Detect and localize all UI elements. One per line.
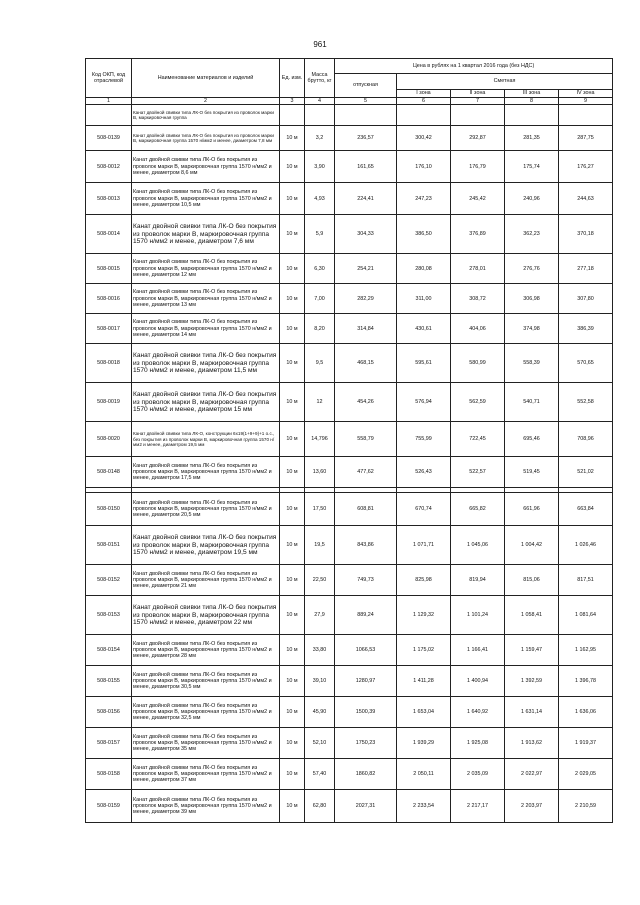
cell-name: Канат двойной свивки типа ЛК-О без покрытия из проволок марки В, маркировочная группа 1570 н/мм2 и менее, диаметром 21 мм: [132, 565, 280, 596]
table-row: [86, 126, 613, 151]
cell-code: 508-0153: [86, 596, 132, 635]
cell-z3: 519,45: [505, 457, 559, 488]
cell-mass: 8,20: [305, 314, 335, 344]
cell-mass: 62,80: [305, 790, 335, 823]
cell-z3: 1 913,62: [505, 728, 559, 759]
cell-z3: 540,71: [505, 383, 559, 422]
table-row: [86, 635, 613, 666]
cell-release: 608,81: [335, 493, 397, 526]
cell-release: 1860,82: [335, 759, 397, 790]
cell-z1: 386,50: [397, 215, 451, 254]
cell-z3: 1 631,14: [505, 697, 559, 728]
cell-code: 508-0017: [86, 314, 132, 344]
cell-z4: 708,96: [559, 422, 613, 457]
cell-code: 508-0158: [86, 759, 132, 790]
cell-mass: 13,60: [305, 457, 335, 488]
header-name: Наименование материалов и изделий: [132, 59, 280, 98]
cell-unit: 10 м: [280, 254, 305, 284]
cell-z2: 1 925,08: [451, 728, 505, 759]
cell-z1: 595,61: [397, 344, 451, 383]
cell-name: Канат двойной свивки типа ЛК-О без покрытия из проволок марки В, маркировочная группа 1570 н/мм2 и менее, диаметром 32,5 мм: [132, 697, 280, 728]
cell-release: 558,79: [335, 422, 397, 457]
cell-z1: 1 071,71: [397, 526, 451, 565]
group-title: Канат двойной свивки типа ЛК-О без покрытия из проволок марки В, маркировочная группа: [132, 105, 280, 126]
cell-mass: 3,2: [305, 126, 335, 151]
table-row: [86, 151, 613, 183]
cell-z1: 2 050,11: [397, 759, 451, 790]
cell-release: 2027,31: [335, 790, 397, 823]
cell-z2: 1 640,92: [451, 697, 505, 728]
cell-mass: 9,5: [305, 344, 335, 383]
column-numbers-row: [86, 98, 613, 105]
cell-z4: 552,58: [559, 383, 613, 422]
cell-unit: 10 м: [280, 596, 305, 635]
cell-code: 508-0159: [86, 790, 132, 823]
cell-unit: 10 м: [280, 314, 305, 344]
table-row: [86, 183, 613, 215]
cell-z3: 558,39: [505, 344, 559, 383]
cell-code: 508-0139: [86, 126, 132, 151]
cell-z4: 2 029,05: [559, 759, 613, 790]
cell-release: 254,21: [335, 254, 397, 284]
cell-mass: 14,796: [305, 422, 335, 457]
cell-z2: 1 166,41: [451, 635, 505, 666]
cell-z2: 1 045,06: [451, 526, 505, 565]
cell-release: 1280,97: [335, 666, 397, 697]
cell-release: 236,57: [335, 126, 397, 151]
cell-unit: 10 м: [280, 565, 305, 596]
cell-z2: 308,72: [451, 284, 505, 314]
cell-mass: 52,10: [305, 728, 335, 759]
cell-name: Канат двойной свивки типа ЛК-О без покрытия из проволок марки В, маркировочная группа 1570 н/мм2 и менее, диаметром 22 мм: [132, 596, 280, 635]
cell-z1: 755,99: [397, 422, 451, 457]
col-number: 9: [559, 98, 613, 105]
col-number: 5: [335, 98, 397, 105]
cell-name: Канат двойной свивки типа ЛК-О, конструкции 6х19(1+9+9)+1 о.с., без покрытия из проволок марки В, маркировочная группа 1570 н/мм2 и менее, диаметром 19,5 мм: [132, 422, 280, 457]
cell-mass: 7,00: [305, 284, 335, 314]
cell-z2: 292,87: [451, 126, 505, 151]
cell-unit: 10 м: [280, 457, 305, 488]
cell-unit: 10 м: [280, 344, 305, 383]
cell-z1: 576,94: [397, 383, 451, 422]
cell-z4: 370,18: [559, 215, 613, 254]
cell-unit: 10 м: [280, 759, 305, 790]
cell-z2: 522,57: [451, 457, 505, 488]
cell-z1: 430,61: [397, 314, 451, 344]
cell-unit: 10 м: [280, 728, 305, 759]
cell-name: Канат двойной свивки типа ЛК-О без покрытия из проволок марки В, маркировочная группа 1570 н/мм2 и менее, диаметром 35 мм: [132, 728, 280, 759]
table-row: [86, 596, 613, 635]
cell-mass: 39,10: [305, 666, 335, 697]
cell-mass: 17,50: [305, 493, 335, 526]
cell-z4: 277,18: [559, 254, 613, 284]
cell-name: Канат двойной свивки типа ЛК-О без покрытия из проволок марки В, маркировочная группа 1570 н/мм2 и менее, диаметром 39 мм: [132, 790, 280, 823]
cell-z2: 722,45: [451, 422, 505, 457]
cell-z4: 287,75: [559, 126, 613, 151]
cell-z2: 665,82: [451, 493, 505, 526]
cell-z4: 2 210,59: [559, 790, 613, 823]
cell-z3: 2 203,97: [505, 790, 559, 823]
cell-unit: 10 м: [280, 126, 305, 151]
cell-code: 508-0014: [86, 215, 132, 254]
cell-z3: 661,96: [505, 493, 559, 526]
cell-name: Канат двойной свивки типа ЛК-О без покрытия из проволок марки В, маркировочная группа 1570 н/мм2 и менее, диаметром 14 мм: [132, 314, 280, 344]
cell-z3: 1 392,59: [505, 666, 559, 697]
cell-z2: 2 217,17: [451, 790, 505, 823]
cell-z3: 815,06: [505, 565, 559, 596]
cell-unit: 10 м: [280, 697, 305, 728]
table-row: [86, 526, 613, 565]
cell-mass: 5,9: [305, 215, 335, 254]
cell-release: 468,15: [335, 344, 397, 383]
cell-unit: 10 м: [280, 284, 305, 314]
cell-name: Канат двойной свивки типа ЛК-О без покрытия из проволок марки В, маркировочная группа 1570 н/мм2 и менее, диаметром 19,5 мм: [132, 526, 280, 565]
cell-code: 508-0015: [86, 254, 132, 284]
cell-name: Канат двойной свивки типа ЛК-О без покрытия из проволок марки В, маркировочная группа 1570 н/мм2 и менее, диаметром 37 мм: [132, 759, 280, 790]
cell-z3: 1 058,41: [505, 596, 559, 635]
cell-name: Канат двойной свивки типа ЛК-О без покрытия из проволок марки В, маркировочная группа 1570 н/мм2 и менее, диаметром 10,5 мм: [132, 183, 280, 215]
price-table: [85, 58, 613, 823]
cell-name: Канат двойной свивки типа ЛК-О без покрытия из проволок марки В, маркировочная группа 1570 н/мм2 и менее, диаметром 15 мм: [132, 383, 280, 422]
table-row: [86, 493, 613, 526]
cell-z4: 176,27: [559, 151, 613, 183]
table-row: [86, 565, 613, 596]
cell-release: 1750,23: [335, 728, 397, 759]
cell-unit: 10 м: [280, 493, 305, 526]
cell-release: 889,24: [335, 596, 397, 635]
header-zone-2: II зона: [451, 90, 505, 98]
table-row: [86, 383, 613, 422]
cell-mass: 4,93: [305, 183, 335, 215]
cell-z3: 306,98: [505, 284, 559, 314]
cell-code: 508-0155: [86, 666, 132, 697]
group-title-row: [86, 105, 613, 126]
cell-z4: 1 026,46: [559, 526, 613, 565]
cell-code: 508-0018: [86, 344, 132, 383]
cell-unit: 10 м: [280, 215, 305, 254]
cell-name: Канат двойной свивки типа ЛК-О без покрытия из проволок марки В, маркировочная группа 1570 н/мм2 и менее, диаметром 8,6 мм: [132, 151, 280, 183]
cell-code: 508-0013: [86, 183, 132, 215]
table-row: [86, 697, 613, 728]
cell-unit: 10 м: [280, 151, 305, 183]
cell-z1: 300,42: [397, 126, 451, 151]
cell-z1: 825,98: [397, 565, 451, 596]
cell-z3: 374,98: [505, 314, 559, 344]
cell-release: 304,33: [335, 215, 397, 254]
table-row: [86, 457, 613, 488]
cell-name: Канат двойной свивки типа ЛК-О без покрытия из проволок марки В, маркировочная группа 1570 н/мм2 и менее, диаметром 30,5 мм: [132, 666, 280, 697]
cell-release: 314,84: [335, 314, 397, 344]
cell-name: Канат двойной свивки типа ЛК-О без покрытия из проволок марки В, маркировочная группа 1570 н/мм2 и менее, диаметром 20,5 мм: [132, 493, 280, 526]
cell-z4: 307,80: [559, 284, 613, 314]
table-row: [86, 314, 613, 344]
cell-z2: 1 101,24: [451, 596, 505, 635]
cell-name: Канат двойной свивки типа ЛК-О без покрытия из проволок марки В, маркировочная группа 1570 н/мм2 и менее, диаметром 17,5 мм: [132, 457, 280, 488]
header-zone-1: I зона: [397, 90, 451, 98]
cell-mass: 19,5: [305, 526, 335, 565]
col-number: 7: [451, 98, 505, 105]
cell-mass: 22,50: [305, 565, 335, 596]
cell-z3: 1 159,47: [505, 635, 559, 666]
cell-code: 508-0019: [86, 383, 132, 422]
header-zone-3: III зона: [505, 90, 559, 98]
cell-z3: 240,96: [505, 183, 559, 215]
table-row: [86, 666, 613, 697]
cell-z4: 663,84: [559, 493, 613, 526]
cell-z2: 376,89: [451, 215, 505, 254]
cell-release: 161,65: [335, 151, 397, 183]
cell-code: 508-0152: [86, 565, 132, 596]
cell-code: 508-0151: [86, 526, 132, 565]
cell-unit: 10 м: [280, 183, 305, 215]
cell-release: 477,62: [335, 457, 397, 488]
cell-release: 282,29: [335, 284, 397, 314]
cell-z1: 176,10: [397, 151, 451, 183]
cell-z4: 570,65: [559, 344, 613, 383]
cell-mass: 27,9: [305, 596, 335, 635]
cell-z4: 1 081,64: [559, 596, 613, 635]
cell-name: Канат двойной свивки типа ЛК-О без покрытия из проволок марки В, маркировочная группа 1570 н/мм2 и менее, диаметром 7,6 мм: [132, 215, 280, 254]
page-number: 961: [313, 40, 327, 49]
header-release: отпускная: [335, 74, 397, 98]
cell-release: 1500,39: [335, 697, 397, 728]
cell-z1: 1 653,04: [397, 697, 451, 728]
cell-unit: 10 м: [280, 526, 305, 565]
cell-z2: 176,79: [451, 151, 505, 183]
cell-z4: 1 396,78: [559, 666, 613, 697]
cell-z2: 245,42: [451, 183, 505, 215]
cell-z4: 1 162,95: [559, 635, 613, 666]
cell-z2: 2 035,09: [451, 759, 505, 790]
cell-z3: 2 022,97: [505, 759, 559, 790]
table-row: [86, 344, 613, 383]
col-number: 1: [86, 98, 132, 105]
cell-z4: 817,51: [559, 565, 613, 596]
cell-release: 749,73: [335, 565, 397, 596]
cell-z1: 311,00: [397, 284, 451, 314]
cell-z3: 695,46: [505, 422, 559, 457]
cell-code: 508-0156: [86, 697, 132, 728]
col-number: 6: [397, 98, 451, 105]
cell-z2: 1 400,94: [451, 666, 505, 697]
cell-z2: 562,59: [451, 383, 505, 422]
cell-unit: 10 м: [280, 790, 305, 823]
cell-code: 508-0157: [86, 728, 132, 759]
table-row: [86, 254, 613, 284]
cell-z1: 1 175,02: [397, 635, 451, 666]
cell-z4: 521,02: [559, 457, 613, 488]
cell-z1: 1 939,29: [397, 728, 451, 759]
cell-mass: 33,80: [305, 635, 335, 666]
cell-code: 508-0148: [86, 457, 132, 488]
cell-unit: 10 м: [280, 422, 305, 457]
table-row: [86, 759, 613, 790]
cell-mass: 45,90: [305, 697, 335, 728]
cell-release: 224,41: [335, 183, 397, 215]
header-unit: Ед. изм.: [280, 59, 305, 98]
cell-code: 508-0012: [86, 151, 132, 183]
header-mass: Масса брутто, кг: [305, 59, 335, 98]
table-row: [86, 215, 613, 254]
cell-unit: 10 м: [280, 666, 305, 697]
cell-mass: 6,30: [305, 254, 335, 284]
cell-z1: 1 411,28: [397, 666, 451, 697]
cell-z3: 175,74: [505, 151, 559, 183]
cell-z4: 1 919,37: [559, 728, 613, 759]
cell-z2: 404,06: [451, 314, 505, 344]
cell-z1: 280,08: [397, 254, 451, 284]
cell-z2: 278,01: [451, 254, 505, 284]
cell-mass: 3,90: [305, 151, 335, 183]
cell-z4: 386,39: [559, 314, 613, 344]
cell-unit: 10 м: [280, 635, 305, 666]
cell-mass: 12: [305, 383, 335, 422]
table-row: [86, 728, 613, 759]
col-number: 8: [505, 98, 559, 105]
cell-mass: 57,40: [305, 759, 335, 790]
cell-name: Канат двойной свивки типа ЛК-О без покрытия из проволок марки В, маркировочная группа 1570 н/мм2 и менее, диаметром 28 мм: [132, 635, 280, 666]
cell-z4: 244,63: [559, 183, 613, 215]
cell-z1: 2 233,54: [397, 790, 451, 823]
col-number: 2: [132, 98, 280, 105]
table-row: [86, 790, 613, 823]
header-zone-4: IV зона: [559, 90, 613, 98]
cell-code: 508-0154: [86, 635, 132, 666]
cell-name: Канат двойной свивки типа ЛК-О без покрытия из проволок марки В, маркировочная группа 1570 н/мм2 и менее, диаметром 13 мм: [132, 284, 280, 314]
table-row: [86, 422, 613, 457]
cell-z3: 276,76: [505, 254, 559, 284]
cell-z4: 1 636,06: [559, 697, 613, 728]
table-row: [86, 284, 613, 314]
cell-z2: 819,94: [451, 565, 505, 596]
header-price-title: Цена в рублях на 1 квартал 2016 года (без НДС): [335, 59, 613, 74]
cell-z1: 526,43: [397, 457, 451, 488]
cell-z2: 580,99: [451, 344, 505, 383]
cell-z1: 670,74: [397, 493, 451, 526]
cell-unit: 10 м: [280, 383, 305, 422]
cell-name: Канат двойной свивки типа ЛК-О без покрытия из проволок марки В, маркировочная группа 1570 н/мм2 и менее, диаметром 7,8 мм: [132, 126, 280, 151]
col-number: 4: [305, 98, 335, 105]
cell-name: Канат двойной свивки типа ЛК-О без покрытия из проволок марки В, маркировочная группа 1570 н/мм2 и менее, диаметром 11,5 мм: [132, 344, 280, 383]
cell-release: 1066,53: [335, 635, 397, 666]
cell-code: 508-0020: [86, 422, 132, 457]
cell-z1: 1 129,32: [397, 596, 451, 635]
cell-z3: 281,35: [505, 126, 559, 151]
cell-code: 508-0016: [86, 284, 132, 314]
header-estimated: Сметная: [397, 74, 613, 90]
cell-release: 843,86: [335, 526, 397, 565]
cell-z3: 1 004,42: [505, 526, 559, 565]
cell-code: 508-0150: [86, 493, 132, 526]
cell-z1: 247,23: [397, 183, 451, 215]
cell-z3: 362,23: [505, 215, 559, 254]
header-code: Код ОКП, код отраслевой: [86, 59, 132, 98]
cell-release: 454,26: [335, 383, 397, 422]
cell-name: Канат двойной свивки типа ЛК-О без покрытия из проволок марки В, маркировочная группа 1570 н/мм2 и менее, диаметром 12 мм: [132, 254, 280, 284]
col-number: 3: [280, 98, 305, 105]
